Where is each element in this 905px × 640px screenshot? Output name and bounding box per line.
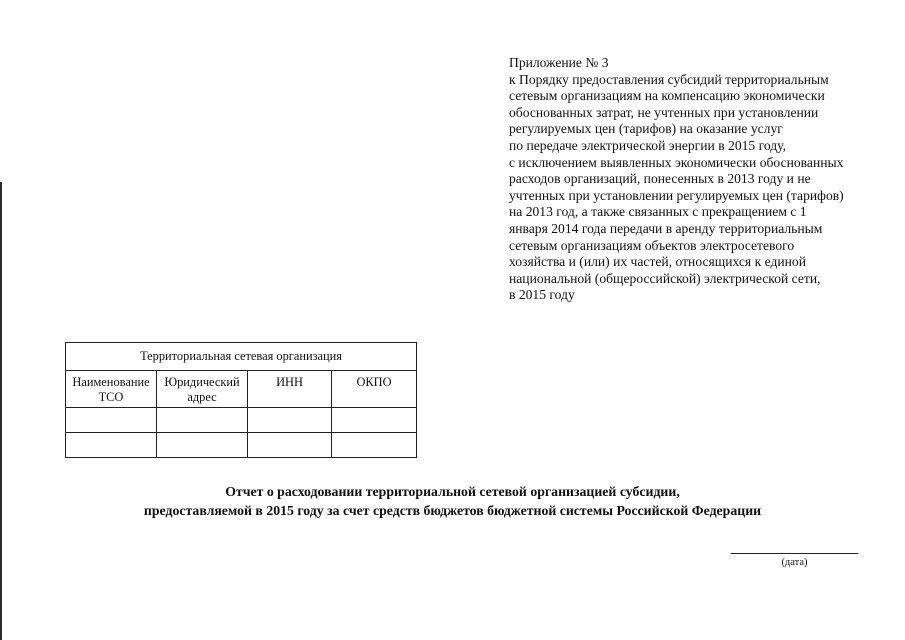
appendix-line: января 2014 года передачи в аренду территориальным (509, 220, 823, 236)
appendix-line: к Порядку предоставления субсидий территориальным (509, 71, 829, 87)
appendix-line: расходов организаций, понесенных в 2013 году и не (509, 171, 811, 187)
table-cell (66, 408, 157, 433)
table-cell (332, 408, 417, 433)
appendix-title: Приложение № 3 (509, 55, 609, 70)
table-cell (332, 433, 417, 458)
appendix-line: в 2015 году (509, 287, 575, 303)
column-header-line: ИНН (276, 375, 303, 389)
date-signature-line (731, 553, 858, 554)
table-cell (157, 433, 248, 458)
report-title-line: Отчет о расходовании территориальной сетевой организацией субсидии, (225, 484, 680, 499)
appendix-line: национальной (общероссийской) электрической сети, (509, 270, 821, 286)
appendix-line: сетевым организациям на компенсацию экономически (509, 88, 825, 104)
column-header-okpo (332, 371, 417, 408)
appendix-note (509, 55, 889, 304)
column-header-line: адрес (187, 390, 217, 404)
appendix-line: обоснованных затрат, не учтенных при установлении (509, 104, 819, 120)
column-header-line: Наименование (72, 375, 150, 389)
table-title-row (66, 343, 417, 371)
appendix-line: регулируемых цен (тарифов) на оказание услуг (509, 121, 783, 137)
column-header-name (66, 371, 157, 408)
appendix-line: с исключением выявленных экономически обоснованных (509, 154, 844, 170)
appendix-line: сетевым организациям объектов электросетевого (509, 237, 795, 253)
appendix-line: хозяйства и (или) их частей, относящихся к единой (509, 254, 806, 270)
table-title: Территориальная сетевая организация (66, 343, 417, 371)
report-title (0, 482, 905, 520)
appendix-line: учтенных при установлении регулируемых цен (тарифов) (509, 187, 844, 203)
appendix-line: на 2013 год, а также связанных с прекращением с 1 (509, 204, 807, 220)
column-header-inn (248, 371, 332, 408)
table-row (66, 408, 417, 433)
table-cell (157, 408, 248, 433)
appendix-line: по передаче электрической энергии в 2015 году, (509, 137, 786, 153)
tso-table (65, 342, 417, 458)
table-cell (66, 433, 157, 458)
column-header-line: ОКПО (356, 375, 392, 389)
column-header-address (157, 371, 248, 408)
table-header-row (66, 371, 417, 408)
page-left-edge (0, 182, 2, 640)
table-cell (248, 408, 332, 433)
column-header-line: Юридический (164, 375, 240, 389)
table-cell (248, 433, 332, 458)
date-label: (дата) (781, 557, 808, 568)
report-title-line: предоставляемой в 2015 году за счет средств бюджетов бюджетной системы Российской Федерации (143, 503, 762, 518)
table-row (66, 433, 417, 458)
column-header-line: ТСО (98, 390, 124, 404)
